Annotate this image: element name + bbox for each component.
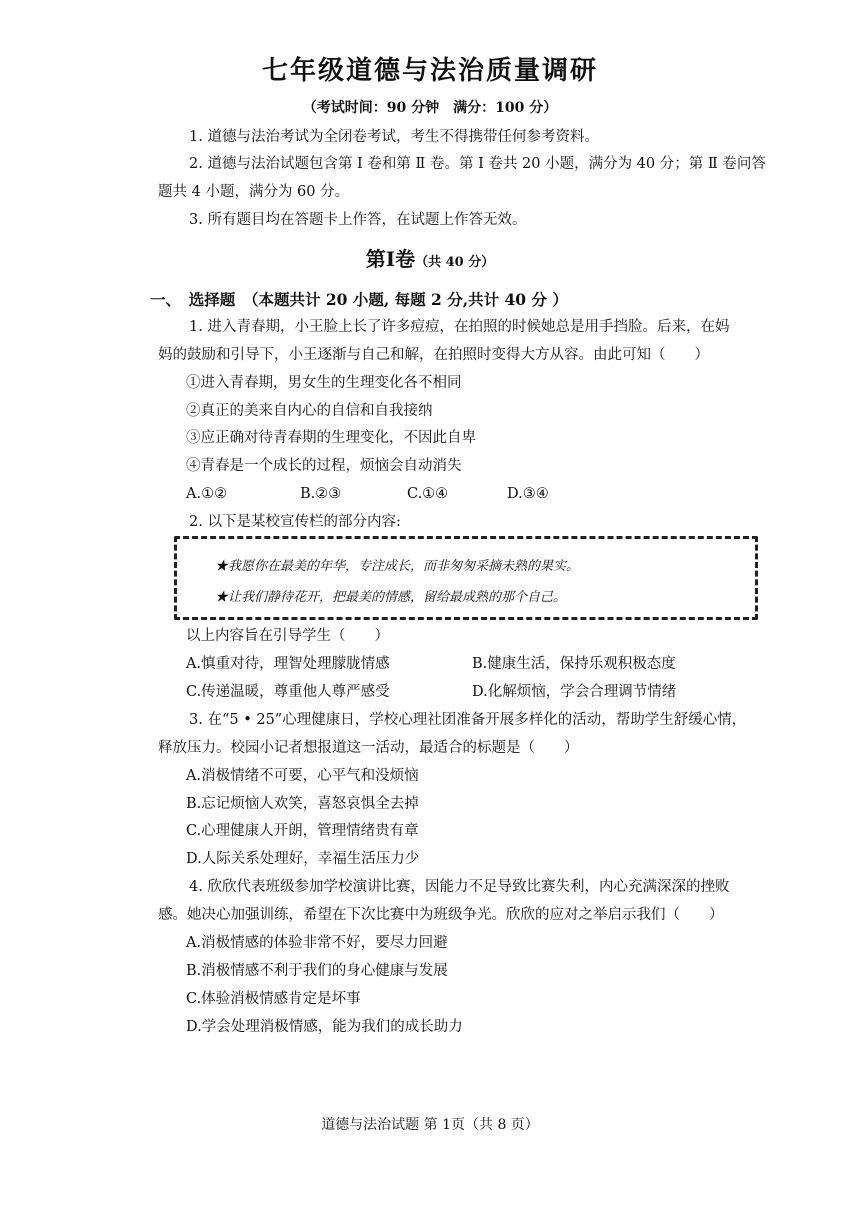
note-2: 2. 道德与法治试题包含第 Ⅰ 卷和第 Ⅱ 卷。第 Ⅰ 卷共 20 小题，满分为 40 分；第 Ⅱ 卷问答 [189, 156, 766, 172]
q4-option-c: C.体验消极情感肯定是坏事 [186, 991, 361, 1007]
section-name: 第Ⅰ卷 [365, 247, 416, 271]
q3-stem-line1: 3. 在“5 • 25”心理健康日，学校心理社团准备开展多样化的活动，帮助学生舒缓心情， [189, 712, 747, 728]
q1-option-c: C.①④ [407, 486, 449, 502]
q1-option-d: D.③④ [507, 486, 549, 502]
q3-option-a: A.消极情绪不可要，心平气和没烦恼 [186, 768, 419, 784]
part-heading: 一、 选择题 （本题共计 20 小题, 每题 2 分,共计 40 分 ） [150, 290, 568, 309]
section-title [0, 243, 860, 272]
q3-option-b: B.忘记烦恼人欢笑，喜怒哀惧全去掉 [186, 796, 419, 812]
q4-option-d: D.学会处理消极情感，能为我们的成长助力 [186, 1019, 463, 1035]
q2-option-c: C.传递温暖，尊重他人尊严感受 [186, 684, 390, 700]
note-1: 1. 道德与法治考试为全闭卷考试，考生不得携带任何参考资料。 [189, 129, 599, 145]
q1-statement-1: ①进入青春期，男女生的生理变化各不相同 [186, 375, 462, 391]
note-2-cont: 题共 4 小题，满分为 60 分。 [158, 184, 350, 200]
q1-stem-line1: 1. 进入青春期，小王脸上长了许多痘痘，在拍照的时候她总是用手挡脸。后来，在妈 [189, 319, 730, 335]
bulletin-line-2: ★让我们静待花开，把最美的情感，留给最成熟的那个自己。 [215, 590, 567, 605]
bulletin-line-1: ★我愿你在最美的年华，专注成长，而非匆匆采摘未熟的果实。 [215, 559, 580, 574]
q3-stem-line2: 释放压力。校园小记者想报道这一活动，最适合的标题是（ ） [158, 740, 579, 756]
q1-option-a: A.①② [186, 486, 228, 502]
q2-stem: 2. 以下是某校宣传栏的部分内容: [189, 514, 401, 530]
q4-stem-line2: 感。她决心加强训练，希望在下次比赛中为班级争光。欣欣的应对之举启示我们（ ） [158, 907, 724, 923]
q2-prompt: 以上内容旨在引导学生（ ） [186, 628, 389, 644]
q1-option-b: B.②③ [300, 486, 342, 502]
exam-info: （考试时间：90 分钟 满分：100 分） [302, 100, 558, 116]
q1-statement-4: ④青春是一个成长的过程，烦恼会自动消失 [186, 458, 462, 474]
q1-stem-line2: 妈的鼓励和引导下，小王逐渐与自己和解，在拍照时变得大方从容。由此可知（ ） [158, 347, 709, 363]
q1-statement-2: ②真正的美来自内心的自信和自我接纳 [186, 403, 433, 419]
note-3: 3. 所有题目均在答题卡上作答，在试题上作答无效。 [189, 212, 527, 228]
page-title: 七年级道德与法治质量调研 [261, 56, 598, 86]
q4-stem-line1: 4. 欣欣代表班级参加学校演讲比赛，因能力不足导致比赛失利，内心充满深深的挫败 [189, 879, 730, 895]
page-footer: 道德与法治试题 第 1页（共 8 页） [321, 1117, 539, 1133]
q2-option-b: B.健康生活，保持乐观积极态度 [472, 656, 676, 672]
q2-option-a: A.慎重对待，理智处理朦胧情感 [186, 656, 390, 672]
q3-option-c: C.心理健康人开朗，管理情绪贵有章 [186, 823, 419, 839]
bulletin-box [174, 536, 758, 620]
q1-statement-3: ③应正确对待青春期的生理变化，不因此自卑 [186, 430, 476, 446]
section-score: （共 40 分） [415, 255, 495, 270]
q2-option-d: D.化解烦恼，学会合理调节情绪 [472, 684, 677, 700]
q4-option-a: A.消极情感的体验非常不好，要尽力回避 [186, 935, 448, 951]
q3-option-d: D.人际关系处理好，幸福生活压力少 [186, 851, 420, 867]
q4-option-b: B.消极情感不利于我们的身心健康与发展 [186, 963, 448, 979]
